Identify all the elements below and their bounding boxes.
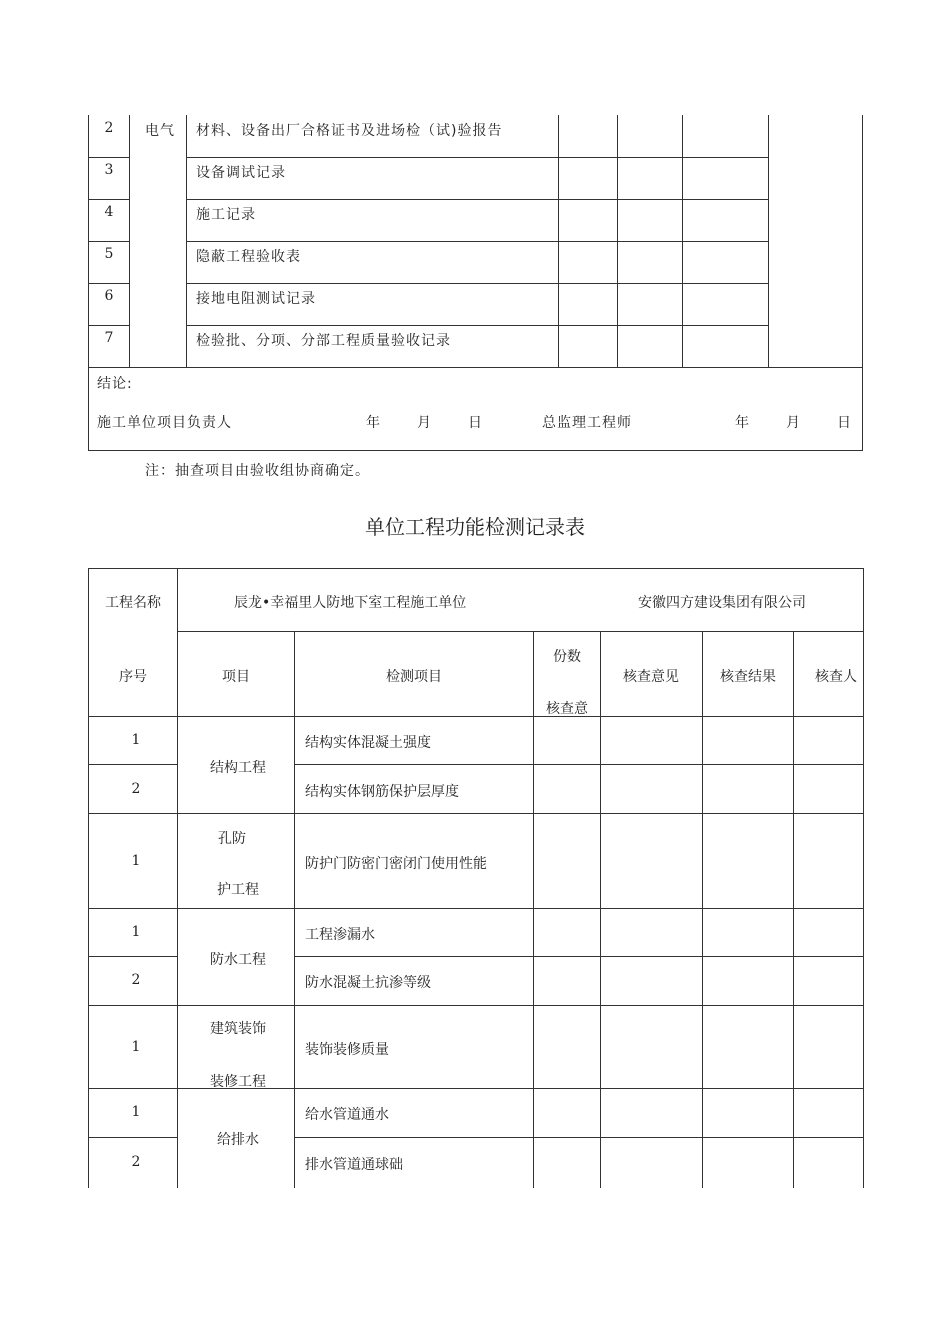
check-item: 结构实体混凝土强度 bbox=[305, 735, 431, 751]
table2-top-border bbox=[88, 568, 863, 569]
check-item: 结构实体钢筋保护层厚度 bbox=[305, 784, 459, 800]
table1-col-line bbox=[129, 115, 130, 367]
check-item: 排水管道通球础 bbox=[305, 1157, 403, 1173]
table2-row-line bbox=[294, 764, 863, 765]
row-number: 1 bbox=[131, 1104, 141, 1120]
table2-row-line bbox=[88, 716, 863, 717]
check-item: 施工记录 bbox=[196, 207, 256, 223]
page-title: 单位工程功能检测记录表 bbox=[365, 515, 585, 539]
table2-col-line bbox=[533, 631, 534, 1188]
group-name: 给排水 bbox=[217, 1132, 259, 1148]
row-number: 2 bbox=[131, 972, 141, 988]
group-name: 防水工程 bbox=[210, 952, 266, 968]
category-label: 电气 bbox=[145, 123, 175, 139]
table2-row-line bbox=[88, 813, 863, 814]
table2-row-line bbox=[88, 1137, 178, 1138]
table1-row-line bbox=[88, 367, 863, 368]
month-label: 月 bbox=[417, 415, 432, 431]
table1-row-line bbox=[88, 241, 129, 242]
project-name-value: 辰龙•幸福里人防地下室工程施工单位 bbox=[234, 595, 467, 611]
construction-lead-label: 施工单位项目负责人 bbox=[97, 415, 232, 431]
table2-col-line bbox=[702, 631, 703, 1188]
table1-row-line bbox=[88, 157, 129, 158]
row-number: 5 bbox=[104, 246, 114, 262]
row-number: 3 bbox=[104, 162, 114, 178]
project-name-label: 工程名称 bbox=[105, 595, 161, 611]
header-project: 项目 bbox=[222, 669, 250, 685]
header-opinion: 核查意见 bbox=[623, 669, 679, 685]
group-name: 建筑装饰 bbox=[210, 1021, 266, 1037]
row-number: 1 bbox=[131, 732, 141, 748]
table2-row-line bbox=[88, 908, 863, 909]
table2-row-line bbox=[88, 956, 178, 957]
row-number: 2 bbox=[131, 781, 141, 797]
header-copies-opinion: 核查意 bbox=[546, 701, 588, 717]
table2-col-line bbox=[793, 631, 794, 1188]
year-label: 年 bbox=[366, 415, 381, 431]
table2-col-line bbox=[294, 631, 295, 1188]
check-item: 接地电阻测试记录 bbox=[196, 291, 316, 307]
table2-col-line bbox=[177, 568, 178, 1188]
check-item: 防护门防密门密闭门使用性能 bbox=[305, 856, 487, 872]
contractor-value: 安徽四方建设集团有限公司 bbox=[638, 595, 806, 611]
check-item: 设备调试记录 bbox=[196, 165, 286, 181]
table2-col-line bbox=[600, 631, 601, 1188]
group-name: 结构工程 bbox=[210, 760, 266, 776]
row-number: 2 bbox=[104, 120, 114, 136]
table1-row-line bbox=[88, 199, 129, 200]
year-label: 年 bbox=[735, 415, 750, 431]
check-item: 装饰装修质量 bbox=[305, 1042, 389, 1058]
table2-row-line bbox=[88, 1005, 863, 1006]
header-copies: 份数 bbox=[553, 649, 581, 665]
check-item: 材料、设备出厂合格证书及进场检（试)验报告 bbox=[196, 123, 503, 139]
table1-row-line bbox=[88, 325, 129, 326]
month-label: 月 bbox=[786, 415, 801, 431]
table1-row-line bbox=[186, 199, 769, 200]
table1-row-line bbox=[88, 283, 129, 284]
row-number: 4 bbox=[104, 204, 114, 220]
table2-row-line bbox=[177, 631, 863, 632]
check-item: 工程渗漏水 bbox=[305, 927, 375, 943]
table-note: 注：抽查项目由验收组协商确定。 bbox=[145, 463, 370, 479]
header-no: 序号 bbox=[119, 669, 147, 685]
row-number: 1 bbox=[131, 924, 141, 940]
row-number: 6 bbox=[104, 288, 114, 304]
table1-row-line bbox=[186, 325, 769, 326]
table2-row-line bbox=[294, 956, 863, 957]
group-name: 孔防 bbox=[218, 831, 246, 847]
header-result: 核查结果 bbox=[720, 669, 776, 685]
table1-bottom-border bbox=[88, 450, 863, 451]
group-name: 护工程 bbox=[217, 882, 259, 898]
group-name: 装修工程 bbox=[210, 1074, 266, 1090]
table1-row-line bbox=[186, 157, 769, 158]
table1-row-line bbox=[186, 283, 769, 284]
check-item: 检验批、分项、分部工程质量验收记录 bbox=[196, 333, 451, 349]
table2-right-border bbox=[863, 568, 864, 1188]
row-number: 7 bbox=[104, 330, 114, 346]
header-check-item: 检测项目 bbox=[386, 669, 442, 685]
table2-row-line bbox=[294, 1137, 863, 1138]
row-number: 2 bbox=[131, 1154, 141, 1170]
check-item: 隐蔽工程验收表 bbox=[196, 249, 301, 265]
chief-supervisor-label: 总监理工程师 bbox=[542, 415, 632, 431]
check-item: 防水混凝土抗渗等级 bbox=[305, 975, 431, 991]
table1-row-line bbox=[186, 241, 769, 242]
row-number: 1 bbox=[131, 853, 141, 869]
day-label: 日 bbox=[468, 415, 483, 431]
check-item: 给水管道通水 bbox=[305, 1107, 389, 1123]
table2-left-border bbox=[88, 568, 89, 1188]
table1-right-border bbox=[862, 115, 863, 451]
header-checker: 核查人 bbox=[815, 669, 857, 685]
table2-row-line bbox=[88, 764, 178, 765]
table2-row-line bbox=[88, 1088, 863, 1089]
conclusion-label: 结论: bbox=[97, 376, 133, 392]
day-label: 日 bbox=[837, 415, 852, 431]
row-number: 1 bbox=[131, 1039, 141, 1055]
